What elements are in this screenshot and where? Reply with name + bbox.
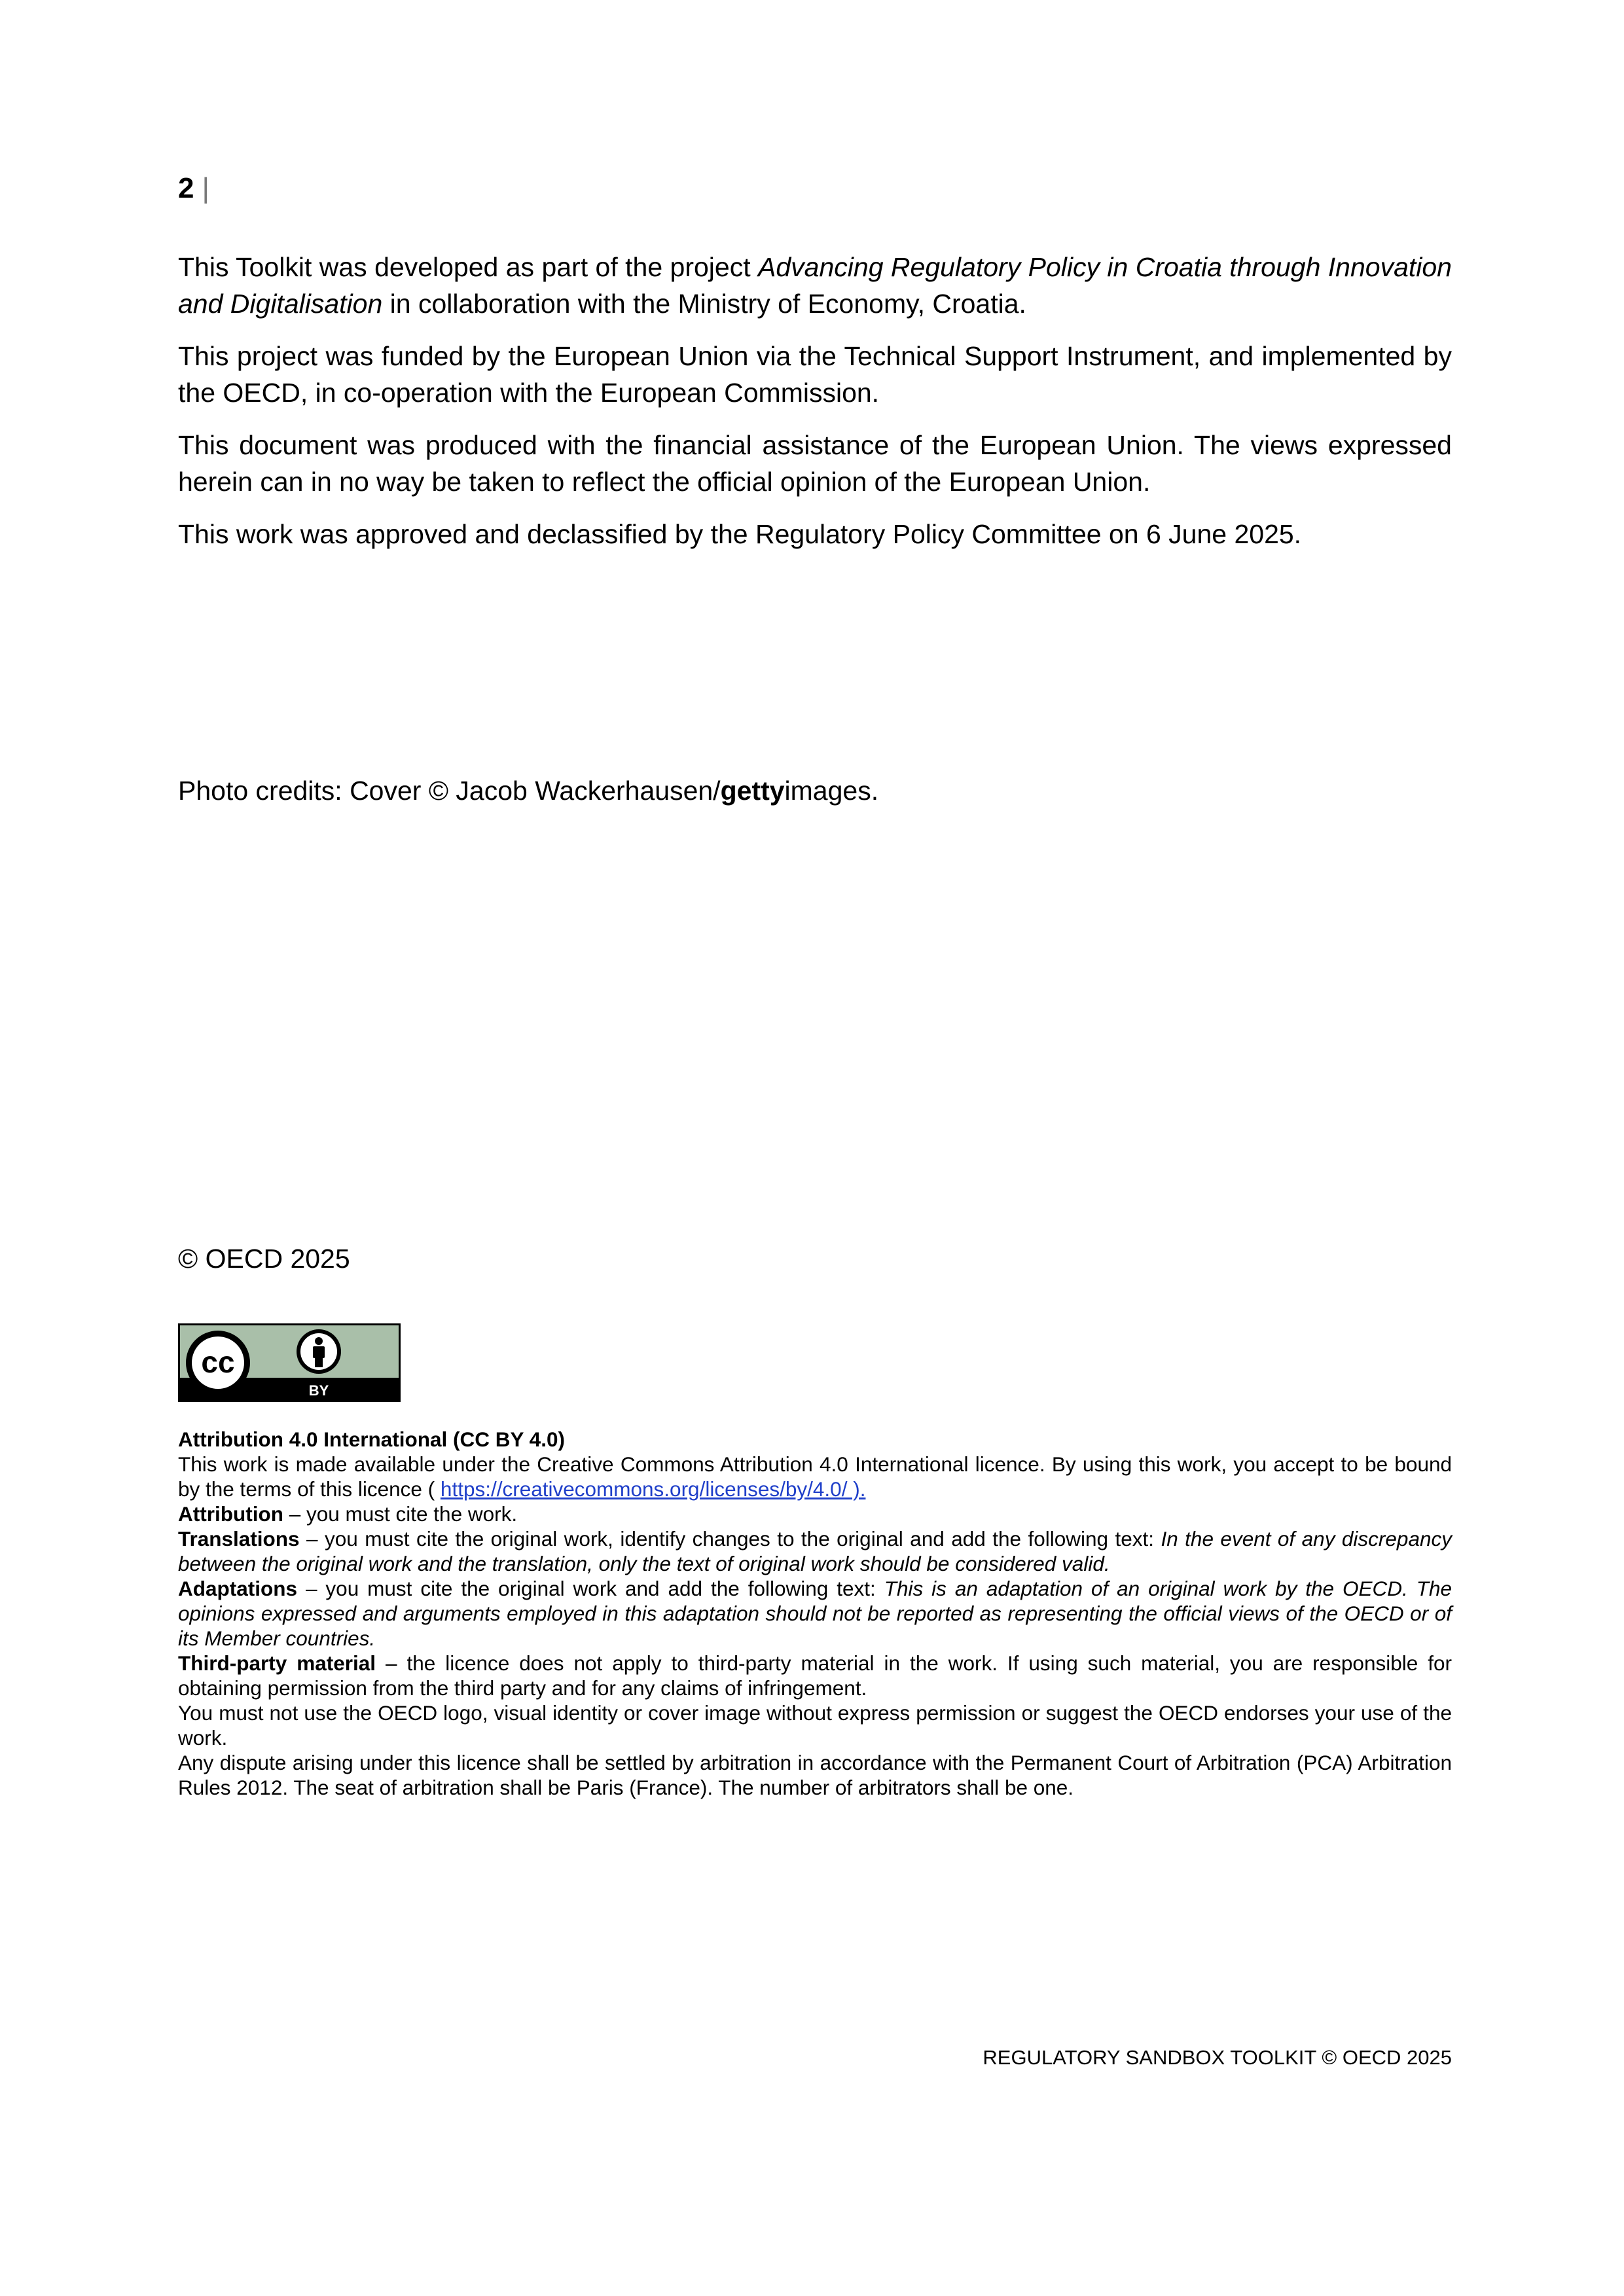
page-footer: REGULATORY SANDBOX TOOLKIT © OECD 2025 bbox=[983, 2046, 1452, 2069]
cc-by-badge bbox=[178, 1323, 401, 1402]
copyright-notice: © OECD 2025 bbox=[178, 1244, 350, 1274]
translations-text: – you must cite the original work, identify changes to the original and add the following text: bbox=[299, 1527, 1161, 1551]
attribution-person-icon bbox=[297, 1329, 341, 1374]
attribution-text: – you must cite the work. bbox=[283, 1502, 518, 1526]
intro-paragraph-2: This project was funded by the European Union via the Technical Support Instrument, and implemented by the OECD, in co-operation with the European Commission. bbox=[178, 341, 1452, 408]
translations-label: Translations bbox=[178, 1527, 300, 1551]
cc-by-logo bbox=[180, 1325, 399, 1400]
license-third-party bbox=[178, 1651, 1452, 1700]
license-intro-text: This work is made available under the Creative Commons Attribution 4.0 International licence. By using this work, you accept to be bound by the terms of this licence ( bbox=[178, 1452, 1452, 1501]
license-title-text: Attribution 4.0 International (CC BY 4.0) bbox=[178, 1427, 565, 1451]
photo-credits-post: images. bbox=[784, 776, 879, 806]
photo-credits-bold: getty bbox=[720, 776, 785, 806]
license-intro bbox=[178, 1452, 1452, 1501]
license-title bbox=[178, 1427, 1452, 1452]
license-adaptations bbox=[178, 1576, 1452, 1651]
intro-section bbox=[178, 249, 1452, 568]
adaptations-label: Adaptations bbox=[178, 1577, 298, 1600]
license-link[interactable]: https://creativecommons.org/licenses/by/4.0/ ). bbox=[440, 1477, 866, 1501]
cc-icon-text: cc bbox=[201, 1345, 235, 1379]
third-party-label: Third-party material bbox=[178, 1651, 376, 1675]
intro-paragraph-4: This work was approved and declassified by the Regulatory Policy Committee on 6 June 2025. bbox=[178, 519, 1302, 549]
intro-p1-post: in collaboration with the Ministry of Economy, Croatia. bbox=[382, 289, 1026, 319]
license-dispute: Any dispute arising under this licence shall be settled by arbitration in accordance with the Permanent Court of Arbitration (PCA) Arbitration Rules 2012. The seat of arbitration shall be Paris (France). The number of arbitrators shall be one. bbox=[178, 1751, 1452, 1799]
by-label: BY bbox=[308, 1382, 329, 1399]
license-translations bbox=[178, 1526, 1452, 1576]
attribution-label: Attribution bbox=[178, 1502, 283, 1526]
photo-credits-pre: Photo credits: Cover © Jacob Wackerhausen/ bbox=[178, 776, 721, 806]
license-attribution bbox=[178, 1501, 1452, 1526]
translations-italic: In the event of any discrepancy between the original work and the translation, only the text of original work should be considered valid. bbox=[178, 1527, 1452, 1575]
license-section bbox=[178, 1427, 1452, 1800]
adaptations-text: – you must cite the original work and add the following text: bbox=[297, 1577, 884, 1600]
intro-paragraph-3: This document was produced with the financial assistance of the European Union. The views expressed herein can in no way be taken to reflect the official opinion of the European Union. bbox=[178, 430, 1452, 497]
cc-icon bbox=[186, 1331, 250, 1395]
page-number bbox=[178, 171, 209, 206]
adaptations-italic: This is an adaptation of an original work by the OECD. The opinions expressed and arguments employed in this adaptation should not be reported as representing the official views of the OECD or of its Member countries. bbox=[178, 1577, 1452, 1650]
photo-credits bbox=[178, 772, 1452, 809]
license-logo-use: You must not use the OECD logo, visual identity or cover image without express permission or suggest the OECD endorses your use of the work. bbox=[178, 1701, 1452, 1749]
page-number-value: 2 bbox=[178, 172, 194, 204]
intro-paragraph-1 bbox=[178, 249, 1452, 322]
third-party-text: – the licence does not apply to third-party material in the work. If using such material, you are responsible for obtaining permission from the third party and for any claims of infringement. bbox=[178, 1651, 1452, 1700]
project-title: Advancing Regulatory Policy in Croatia through Innovation and Digitalisation bbox=[178, 252, 1452, 319]
page-number-separator: | bbox=[202, 172, 209, 204]
intro-p1-pre: This Toolkit was developed as part of the project bbox=[178, 252, 759, 282]
